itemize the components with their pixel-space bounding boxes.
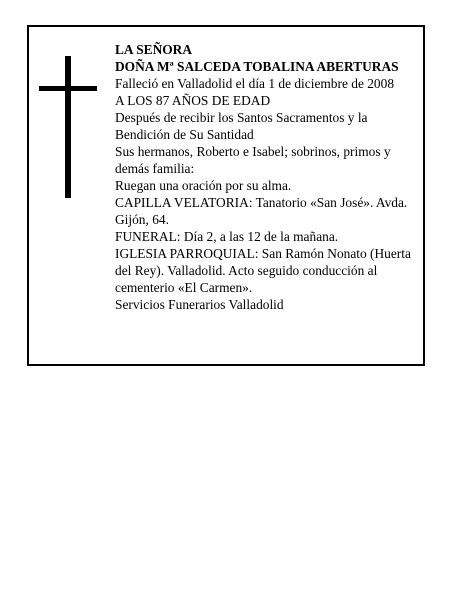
notice-text <box>115 41 423 313</box>
death-details: Falleció en Valladolid el día 1 de diciembre de 2008 <box>115 76 395 91</box>
family-line: Sus hermanos, Roberto e Isabel; sobrinos, primos y demás familia: <box>115 144 391 176</box>
cross-vertical-bar <box>65 56 71 198</box>
chapel-info: CAPILLA VELATORIA: Tanatorio «San José». Avda. Gijón, 64. <box>115 195 408 227</box>
sacraments-line: Después de recibir los Santos Sacramentos y la Bendición de Su Santidad <box>115 110 368 142</box>
prayer-request: Ruegan una oración por su alma. <box>115 178 292 193</box>
title-honorific: LA SEÑORA <box>115 42 193 57</box>
age-line: A LOS 87 AÑOS DE EDAD <box>115 93 271 108</box>
funeral-info: FUNERAL: Día 2, a las 12 de la mañana. <box>115 229 339 244</box>
church-info: IGLESIA PARROQUIAL: San Ramón Nonato (Huerta del Rey). Valladolid. Acto seguido conducción al cementerio «El Carmen». <box>115 246 411 295</box>
obituary-notice <box>27 25 425 366</box>
deceased-name: DOÑA Mª SALCEDA TOBALINA ABERTURAS <box>115 59 399 74</box>
funeral-services: Servicios Funerarios Valladolid <box>115 297 284 312</box>
cross-horizontal-bar <box>39 86 97 91</box>
